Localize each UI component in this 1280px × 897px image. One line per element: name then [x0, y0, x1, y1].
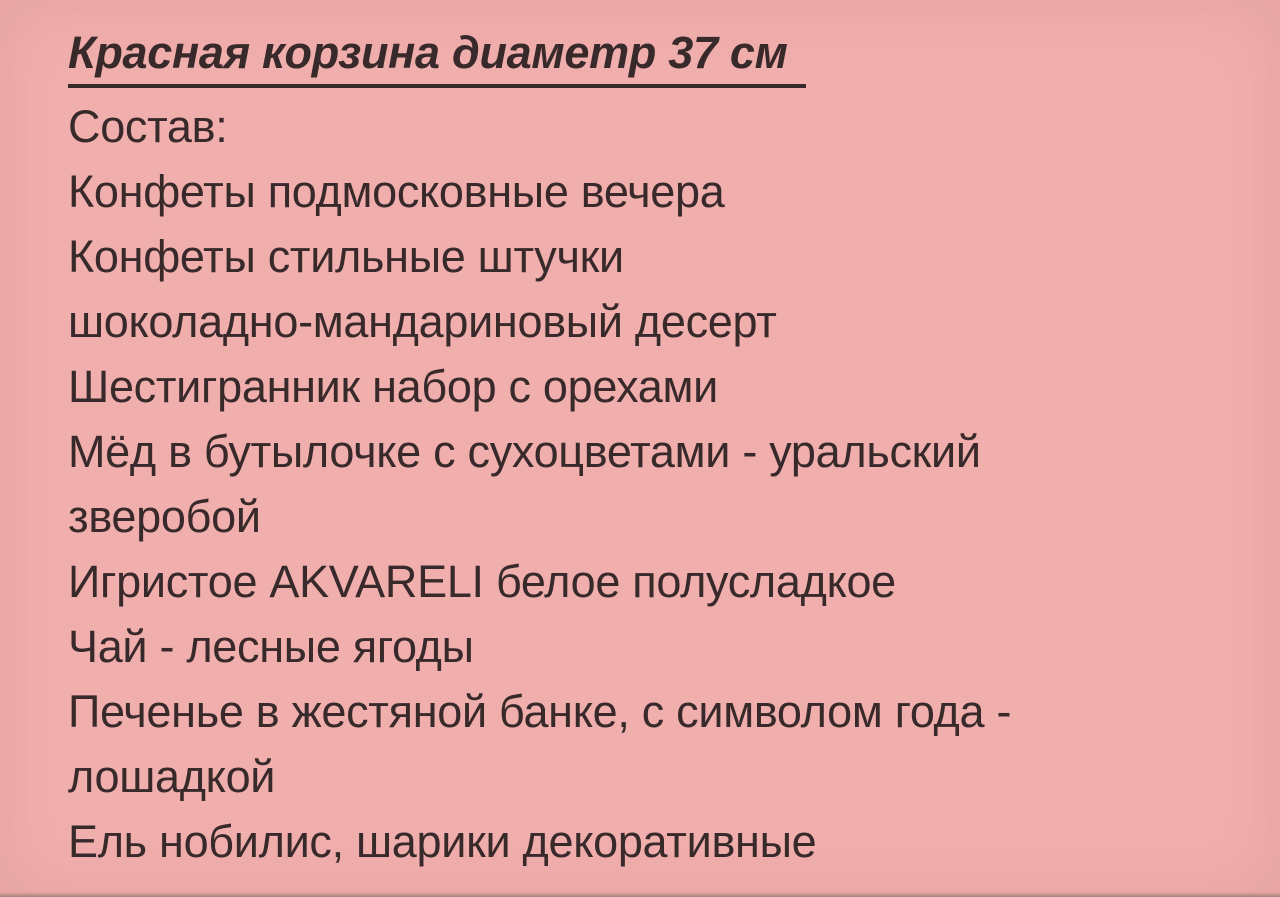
composition-heading: Состав: [68, 100, 228, 152]
composition-item: Ель нобилис, шарики декоративные [68, 815, 817, 867]
photo-bottom-edge [0, 892, 1280, 897]
composition-item: Печенье в жестяной банке, с символом года - [68, 685, 1012, 737]
composition-item: Конфеты стильные штучки [68, 230, 624, 282]
composition-item: Конфеты подмосковные вечера [68, 165, 725, 217]
composition-item: Чай - лесные ягоды [68, 620, 474, 672]
product-title: Красная корзина диаметр 37 см [68, 28, 806, 88]
composition-item: Игристое AKVARELI белое полусладкое [68, 555, 896, 607]
composition-item: Шестигранник набор с орехами [68, 360, 719, 412]
composition-item-wrap: шоколадно-мандариновый десерт [68, 295, 777, 347]
composition-block [68, 94, 1232, 874]
composition-item: Мёд в бутылочке с сухоцветами - уральский [68, 425, 981, 477]
composition-item-wrap: лошадкой [68, 750, 276, 802]
composition-item-wrap: зверобой [68, 490, 261, 542]
